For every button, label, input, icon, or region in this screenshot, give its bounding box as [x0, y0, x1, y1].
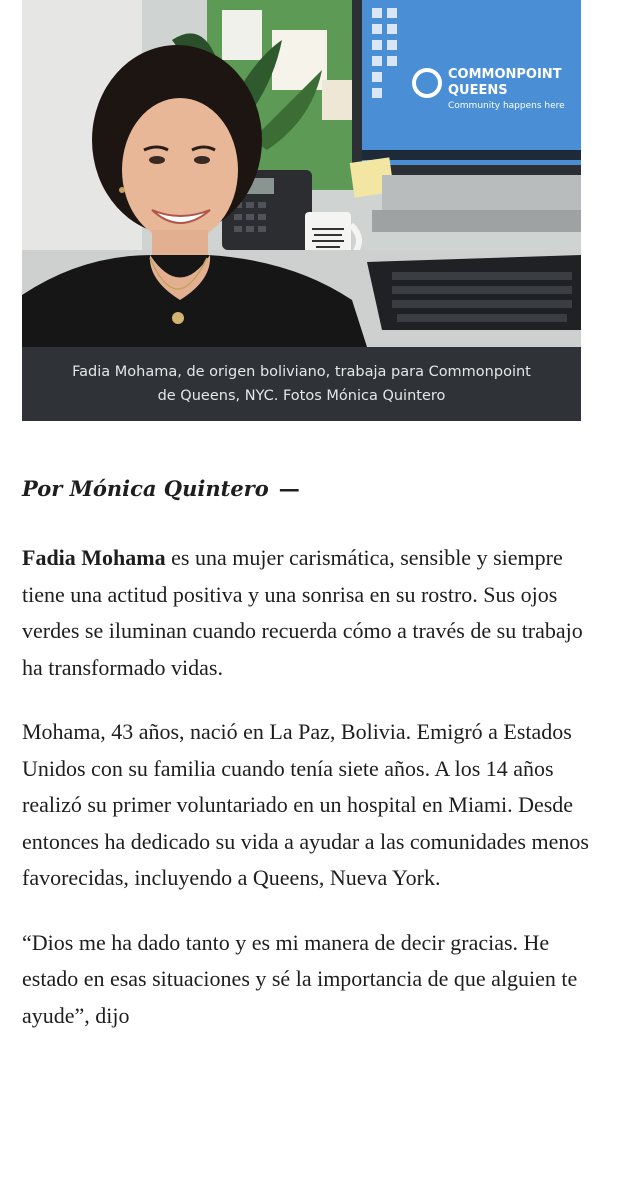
article-body	[22, 540, 606, 1062]
article-byline	[22, 474, 602, 504]
article-paragraph-1	[22, 540, 606, 686]
photo-illustration	[22, 0, 581, 347]
photo-caption	[22, 347, 581, 421]
article-photo[interactable]	[22, 0, 581, 347]
byline-dash: —	[278, 476, 300, 501]
monitor-brand-line2: QUEENS	[448, 83, 508, 98]
article-photo-figure	[22, 0, 581, 421]
article-paragraph-3: “Dios me ha dado tanto y es mi manera de decir gracias. He estado en esas situaciones y sé la importancia de que alguien te ayude”, dijo	[22, 929, 578, 1028]
monitor-tagline: Community happens here	[448, 101, 565, 111]
article-subject-name: Fadia Mohama	[22, 545, 166, 570]
photo-caption-line2: de Queens, NYC. Fotos Mónica Quintero	[157, 388, 446, 404]
article-paragraph-1-text: es una mujer carismática, sensible y siempre tiene una actitud positiva y una sonrisa en su rostro. Sus ojos verdes se iluminan cuando recuerda cómo a través de su trabajo ha transformado vidas.	[22, 545, 583, 680]
monitor-brand: COMMONPOINT	[448, 67, 562, 82]
photo-caption-line1: Fadia Mohama, de origen boliviano, trabaja para Commonpoint	[72, 364, 531, 380]
article-paragraph-2: Mohama, 43 años, nació en La Paz, Bolivia. Emigró a Estados Unidos con su familia cuando tenía siete años. A los 14 años realizó su primer voluntariado en un hospital en Miami. Desde entonces ha dedicado su vida a ayudar a las comunidades menos favorecidas, incluyendo a Queens, Nueva York.	[22, 719, 589, 890]
byline-author[interactable]: Por Mónica Quintero	[22, 476, 269, 501]
